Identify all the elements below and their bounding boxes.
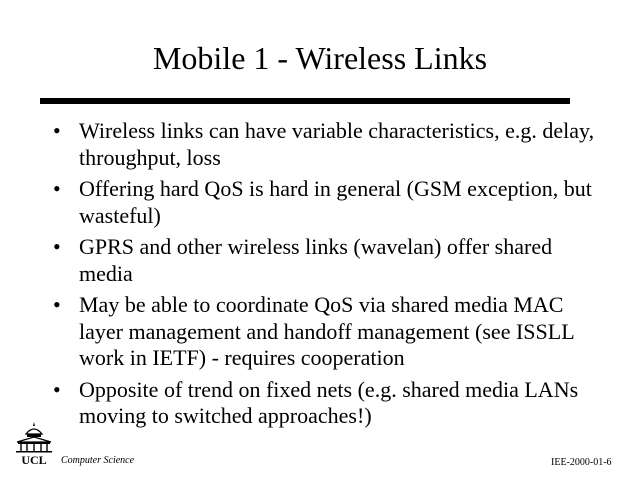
footer-department: Computer Science: [61, 455, 135, 466]
bullet-marker: •: [53, 176, 61, 201]
bullet-list: [48, 118, 608, 435]
title-divider: [40, 98, 570, 104]
slide-title: Mobile 1 - Wireless Links: [152, 40, 488, 76]
ucl-logo-text: UCL: [21, 453, 47, 466]
bullet-marker: •: [53, 376, 61, 402]
bullet-marker: •: [53, 234, 61, 259]
bullet-item: [48, 292, 608, 372]
bullet-item: [48, 118, 608, 171]
bullet-item: [48, 176, 608, 229]
footer-slide-code: IEE-2000-01-6: [551, 457, 612, 468]
bullet-text: Wireless links can have variable characteristics, e.g. delay, throughput, loss: [79, 118, 595, 170]
bullet-marker: •: [53, 118, 61, 143]
bullet-text: May be able to coordinate QoS via shared media MAC layer management and handoff management (see ISSLL work in IETF) - requires cooperation: [79, 292, 574, 370]
bullet-marker: •: [53, 292, 61, 317]
bullet-item: [48, 377, 608, 430]
ucl-logo-icon: [12, 420, 56, 466]
bullet-text: Opposite of trend on fixed nets (e.g. shared media LANs moving to switched approaches!): [79, 376, 579, 428]
bullet-item: [48, 234, 608, 287]
bullet-text: GPRS and other wireless links (wavelan) offer shared media: [79, 234, 553, 286]
bullet-text: Offering hard QoS is hard in general (GSM exception, but wasteful): [79, 176, 592, 228]
